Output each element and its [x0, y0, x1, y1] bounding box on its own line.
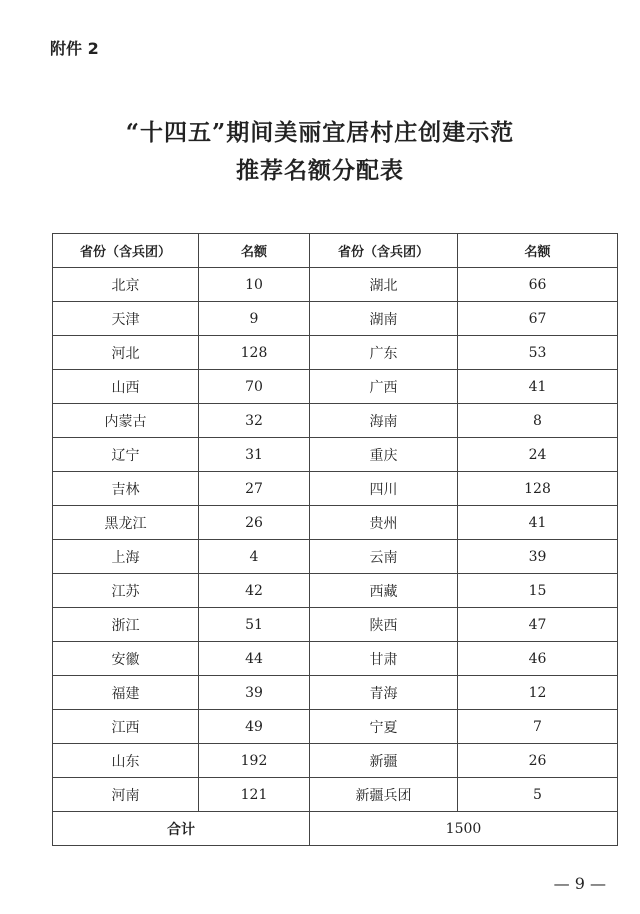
- province-right-cell: 青海: [310, 676, 458, 710]
- table-row: [53, 642, 618, 676]
- document-title-line-1: “十四五”期间美丽宜居村庄创建示范: [125, 119, 515, 146]
- quota-right-cell: 5: [458, 778, 618, 812]
- province-left-cell: 江西: [53, 710, 199, 744]
- province-left-cell: 黑龙江: [53, 506, 199, 540]
- table-row: [53, 710, 618, 744]
- quota-right-cell: 12: [458, 676, 618, 710]
- table-header-row: [53, 234, 618, 268]
- quota-right-cell: 66: [458, 268, 618, 302]
- quota-left-cell: 128: [199, 336, 310, 370]
- table-row: [53, 676, 618, 710]
- quota-left-cell: 4: [199, 540, 310, 574]
- table-row: [53, 608, 618, 642]
- table-row: [53, 404, 618, 438]
- province-left-cell: 浙江: [53, 608, 199, 642]
- quota-right-cell: 46: [458, 642, 618, 676]
- province-right-cell: 广东: [310, 336, 458, 370]
- quota-left-cell: 9: [199, 302, 310, 336]
- quota-left-cell: 27: [199, 472, 310, 506]
- province-right-cell: 云南: [310, 540, 458, 574]
- province-right-cell: 陕西: [310, 608, 458, 642]
- province-right-cell: 新疆: [310, 744, 458, 778]
- province-right-cell: 重庆: [310, 438, 458, 472]
- province-left-cell: 河南: [53, 778, 199, 812]
- page-number: — 9 —: [553, 874, 606, 893]
- table-row: [53, 574, 618, 608]
- table-row: [53, 336, 618, 370]
- table-row: [53, 506, 618, 540]
- quota-left-cell: 32: [199, 404, 310, 438]
- total-value: 1500: [310, 812, 618, 846]
- table-row: [53, 540, 618, 574]
- quota-right-cell: 41: [458, 370, 618, 404]
- province-left-cell: 北京: [53, 268, 199, 302]
- quota-left-cell: 10: [199, 268, 310, 302]
- quota-right-cell: 53: [458, 336, 618, 370]
- quota-left-cell: 42: [199, 574, 310, 608]
- quota-left-cell: 26: [199, 506, 310, 540]
- province-right-cell: 湖南: [310, 302, 458, 336]
- province-left-cell: 上海: [53, 540, 199, 574]
- quota-right-cell: 7: [458, 710, 618, 744]
- province-right-cell: 四川: [310, 472, 458, 506]
- quota-right-cell: 24: [458, 438, 618, 472]
- province-left-cell: 河北: [53, 336, 199, 370]
- quota-table: [52, 233, 618, 846]
- province-left-cell: 内蒙古: [53, 404, 199, 438]
- province-left-cell: 山东: [53, 744, 199, 778]
- quota-right-cell: 47: [458, 608, 618, 642]
- province-right-cell: 宁夏: [310, 710, 458, 744]
- province-right-cell: 甘肃: [310, 642, 458, 676]
- province-left-cell: 山西: [53, 370, 199, 404]
- quota-left-cell: 31: [199, 438, 310, 472]
- province-right-cell: 贵州: [310, 506, 458, 540]
- quota-right-cell: 41: [458, 506, 618, 540]
- province-right-cell: 海南: [310, 404, 458, 438]
- table-row: [53, 268, 618, 302]
- quota-left-cell: 121: [199, 778, 310, 812]
- total-label: 合计: [53, 812, 310, 846]
- quota-right-cell: 39: [458, 540, 618, 574]
- quota-left-cell: 49: [199, 710, 310, 744]
- attachment-label: 附件 2: [50, 39, 99, 58]
- header-quota-left: 名额: [199, 234, 310, 268]
- document-title-line-2: 推荐名额分配表: [236, 157, 404, 184]
- table-row: [53, 744, 618, 778]
- province-left-cell: 福建: [53, 676, 199, 710]
- header-quota-right: 名额: [458, 234, 618, 268]
- quota-left-cell: 192: [199, 744, 310, 778]
- quota-left-cell: 51: [199, 608, 310, 642]
- province-right-cell: 湖北: [310, 268, 458, 302]
- table-row: [53, 438, 618, 472]
- quota-left-cell: 39: [199, 676, 310, 710]
- province-left-cell: 辽宁: [53, 438, 199, 472]
- quota-right-cell: 26: [458, 744, 618, 778]
- table-row: [53, 370, 618, 404]
- province-left-cell: 吉林: [53, 472, 199, 506]
- header-province-right: 省份（含兵团）: [310, 234, 458, 268]
- table-row: [53, 302, 618, 336]
- header-province-left: 省份（含兵团）: [53, 234, 199, 268]
- province-left-cell: 天津: [53, 302, 199, 336]
- quota-left-cell: 70: [199, 370, 310, 404]
- quota-right-cell: 128: [458, 472, 618, 506]
- quota-right-cell: 8: [458, 404, 618, 438]
- table-row: [53, 778, 618, 812]
- province-left-cell: 安徽: [53, 642, 199, 676]
- total-row: [53, 812, 618, 846]
- quota-right-cell: 15: [458, 574, 618, 608]
- province-right-cell: 新疆兵团: [310, 778, 458, 812]
- table-row: [53, 472, 618, 506]
- quota-right-cell: 67: [458, 302, 618, 336]
- province-right-cell: 广西: [310, 370, 458, 404]
- province-right-cell: 西藏: [310, 574, 458, 608]
- province-left-cell: 江苏: [53, 574, 199, 608]
- quota-left-cell: 44: [199, 642, 310, 676]
